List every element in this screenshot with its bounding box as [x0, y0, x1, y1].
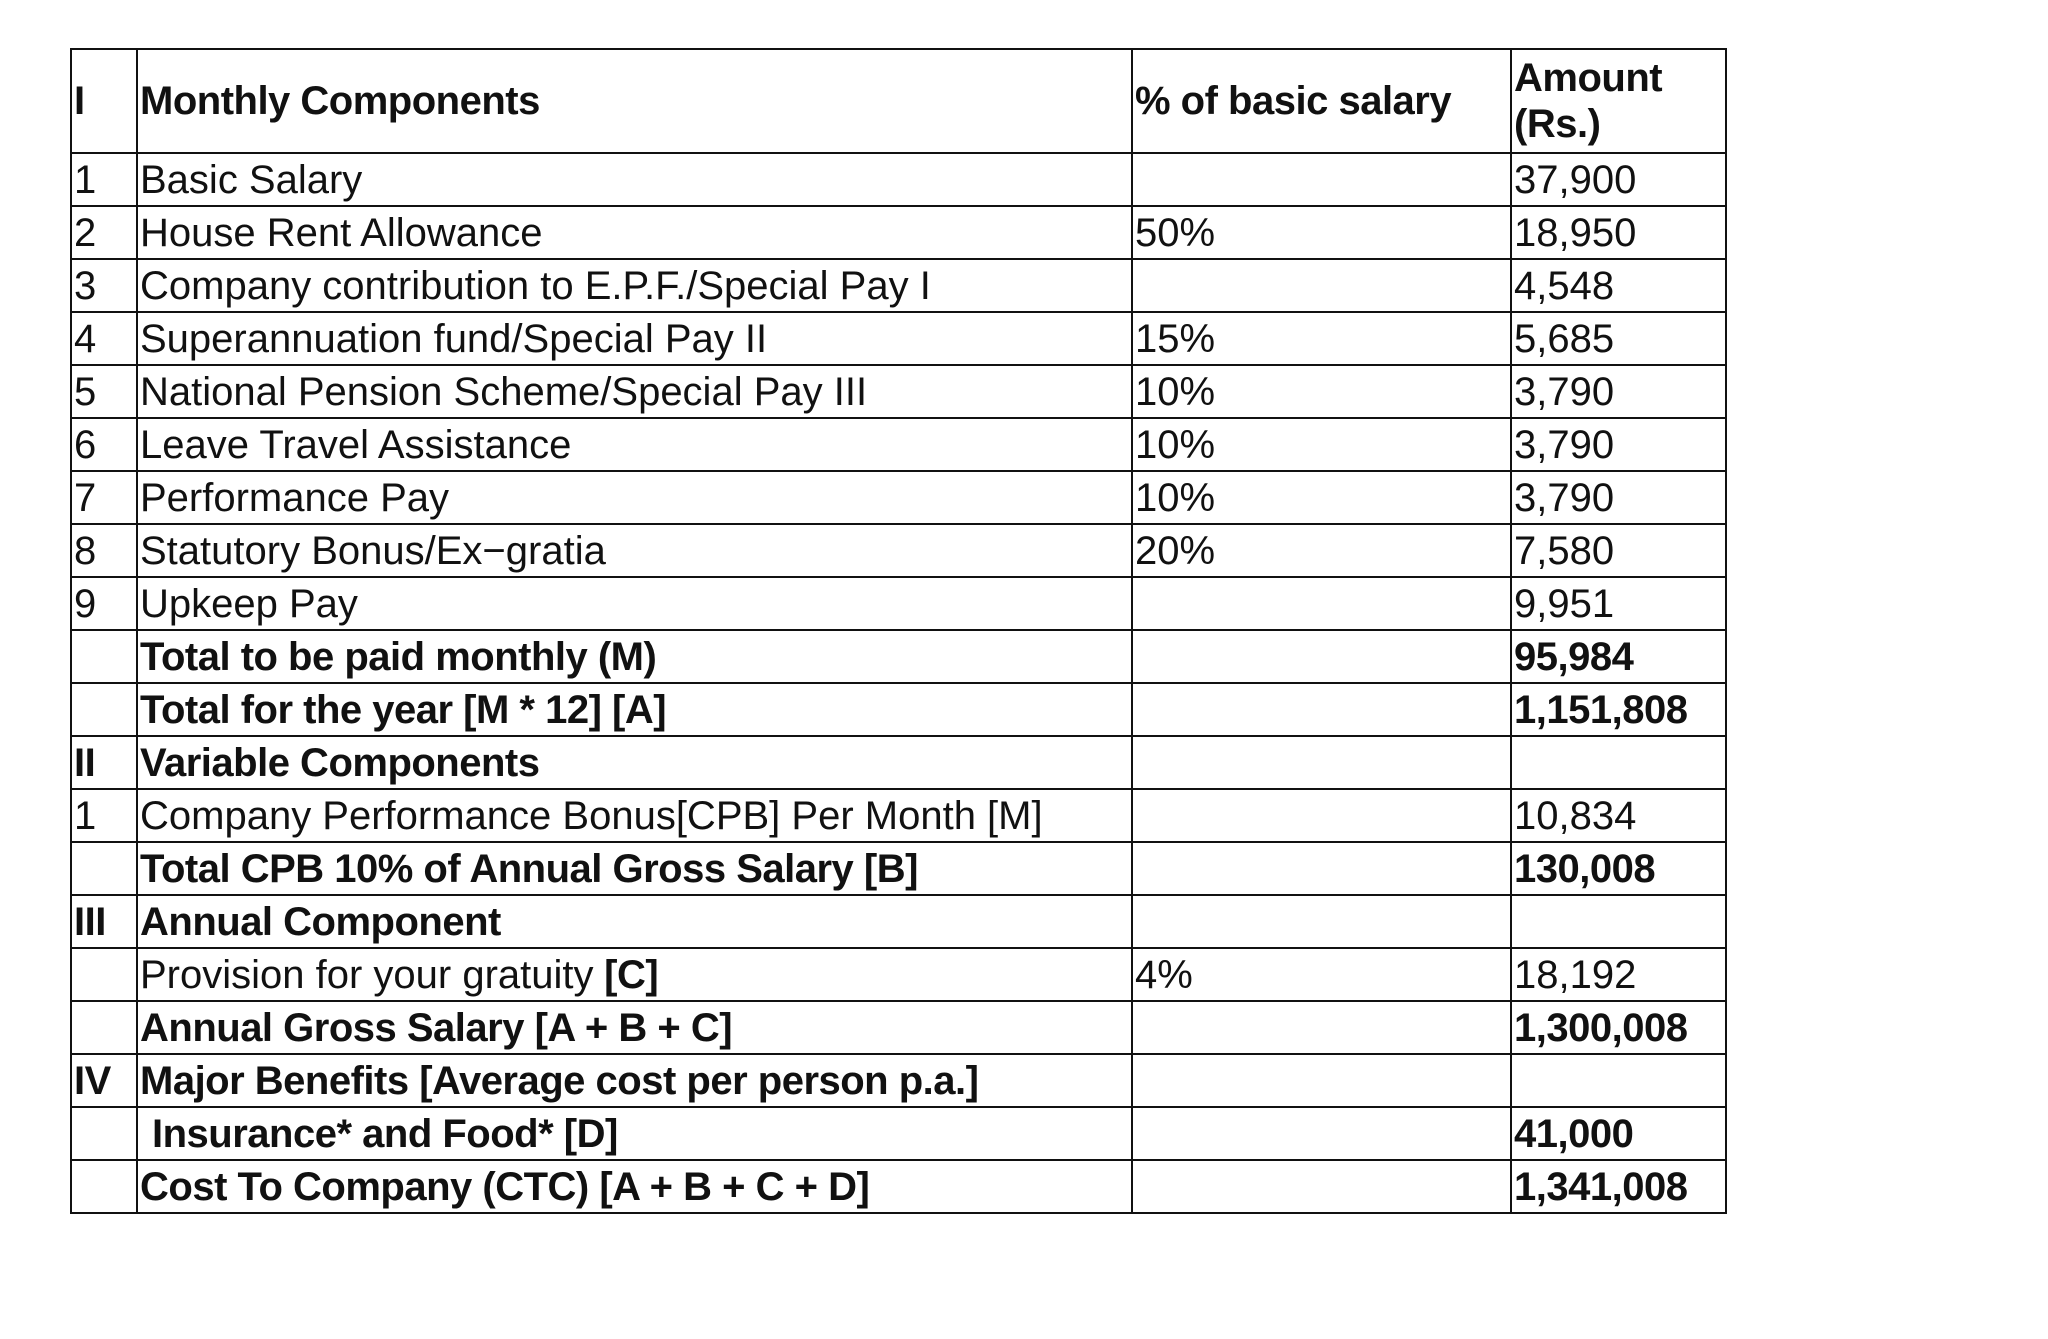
- row-index: IV: [71, 1054, 137, 1107]
- table-row: [71, 736, 1726, 789]
- row-label: Company contribution to E.P.F./Special Pay I: [137, 259, 1132, 312]
- row-amount: [1511, 895, 1726, 948]
- row-amount: 4,548: [1511, 259, 1726, 312]
- row-label: Superannuation fund/Special Pay II: [137, 312, 1132, 365]
- table-row: [71, 789, 1726, 842]
- row-percent: [1132, 683, 1511, 736]
- row-amount: 18,950: [1511, 206, 1726, 259]
- row-amount: 1,300,008: [1511, 1001, 1726, 1054]
- row-index: [71, 948, 137, 1001]
- table-row: [71, 312, 1726, 365]
- row-amount: 130,008: [1511, 842, 1726, 895]
- row-percent: 10%: [1132, 471, 1511, 524]
- table-row: [71, 1160, 1726, 1213]
- row-amount: 18,192: [1511, 948, 1726, 1001]
- table-row: [71, 524, 1726, 577]
- row-percent: [1132, 895, 1511, 948]
- row-index: 7: [71, 471, 137, 524]
- row-amount: 3,790: [1511, 418, 1726, 471]
- row-percent: [1132, 259, 1511, 312]
- table-row: [71, 153, 1726, 206]
- row-index: 2: [71, 206, 137, 259]
- row-percent: [1132, 577, 1511, 630]
- row-label: Company Performance Bonus[CPB] Per Month [M]: [137, 789, 1132, 842]
- row-amount: 1,151,808: [1511, 683, 1726, 736]
- row-label: Annual Gross Salary [A + B + C]: [137, 1001, 1132, 1054]
- header-index: I: [71, 49, 137, 153]
- row-amount: [1511, 1054, 1726, 1107]
- table-row: [71, 683, 1726, 736]
- row-index: 6: [71, 418, 137, 471]
- row-amount: 3,790: [1511, 471, 1726, 524]
- header-percent: % of basic salary: [1132, 49, 1511, 153]
- row-label: National Pension Scheme/Special Pay III: [137, 365, 1132, 418]
- row-amount: 37,900: [1511, 153, 1726, 206]
- salary-structure-table: [70, 48, 1727, 1214]
- row-label: Cost To Company (CTC) [A + B + C + D]: [137, 1160, 1132, 1213]
- row-label: Upkeep Pay: [137, 577, 1132, 630]
- table-row: [71, 1054, 1726, 1107]
- row-label: Major Benefits [Average cost per person p.a.]: [137, 1054, 1132, 1107]
- row-amount: 10,834: [1511, 789, 1726, 842]
- table-row: [71, 948, 1726, 1001]
- row-label: Annual Component: [137, 895, 1132, 948]
- row-percent: 10%: [1132, 418, 1511, 471]
- table-row: [71, 630, 1726, 683]
- row-index: 5: [71, 365, 137, 418]
- row-percent: [1132, 153, 1511, 206]
- row-index: 3: [71, 259, 137, 312]
- row-index: 9: [71, 577, 137, 630]
- row-label: Performance Pay: [137, 471, 1132, 524]
- row-amount: 3,790: [1511, 365, 1726, 418]
- table-row: [71, 577, 1726, 630]
- row-percent: 15%: [1132, 312, 1511, 365]
- row-label: Total for the year [M * 12] [A]: [137, 683, 1132, 736]
- row-percent: [1132, 1160, 1511, 1213]
- row-percent: [1132, 1107, 1511, 1160]
- row-amount: 95,984: [1511, 630, 1726, 683]
- row-index: 1: [71, 153, 137, 206]
- row-index: [71, 1001, 137, 1054]
- row-amount: 41,000: [1511, 1107, 1726, 1160]
- row-percent: [1132, 842, 1511, 895]
- row-percent: 4%: [1132, 948, 1511, 1001]
- table-row: [71, 1001, 1726, 1054]
- row-label: Total CPB 10% of Annual Gross Salary [B]: [137, 842, 1132, 895]
- table-row: [71, 895, 1726, 948]
- row-index: [71, 842, 137, 895]
- row-label: Insurance* and Food* [D]: [137, 1107, 1132, 1160]
- header-component: Monthly Components: [137, 49, 1132, 153]
- row-percent: 20%: [1132, 524, 1511, 577]
- row-label: House Rent Allowance: [137, 206, 1132, 259]
- row-index: III: [71, 895, 137, 948]
- row-percent: [1132, 1054, 1511, 1107]
- row-percent: 50%: [1132, 206, 1511, 259]
- row-label: Variable Components: [137, 736, 1132, 789]
- row-label: [137, 948, 1132, 1001]
- table-row: [71, 418, 1726, 471]
- row-index: [71, 630, 137, 683]
- table-row: [71, 471, 1726, 524]
- table-header-row: [71, 49, 1726, 153]
- row-label: Leave Travel Assistance: [137, 418, 1132, 471]
- row-label: Statutory Bonus/Ex−gratia: [137, 524, 1132, 577]
- row-percent: [1132, 736, 1511, 789]
- row-index: II: [71, 736, 137, 789]
- row-label-text: Provision for your gratuity: [140, 953, 594, 997]
- row-label: Basic Salary: [137, 153, 1132, 206]
- cropped-heading-fragment: [150, 0, 650, 4]
- row-index: 1: [71, 789, 137, 842]
- row-index: 4: [71, 312, 137, 365]
- row-amount: 5,685: [1511, 312, 1726, 365]
- row-percent: 10%: [1132, 365, 1511, 418]
- table-row: [71, 365, 1726, 418]
- row-index: 8: [71, 524, 137, 577]
- table-row: [71, 206, 1726, 259]
- row-amount: 1,341,008: [1511, 1160, 1726, 1213]
- row-percent: [1132, 789, 1511, 842]
- row-amount: 7,580: [1511, 524, 1726, 577]
- table-row: [71, 1107, 1726, 1160]
- row-index: [71, 1107, 137, 1160]
- row-label-suffix: [C]: [593, 953, 659, 997]
- row-percent: [1132, 630, 1511, 683]
- row-label: Total to be paid monthly (M): [137, 630, 1132, 683]
- row-percent: [1132, 1001, 1511, 1054]
- header-amount: Amount (Rs.): [1511, 49, 1726, 153]
- row-index: [71, 1160, 137, 1213]
- row-index: [71, 683, 137, 736]
- table-row: [71, 259, 1726, 312]
- row-amount: [1511, 736, 1726, 789]
- table-row: [71, 842, 1726, 895]
- row-amount: 9,951: [1511, 577, 1726, 630]
